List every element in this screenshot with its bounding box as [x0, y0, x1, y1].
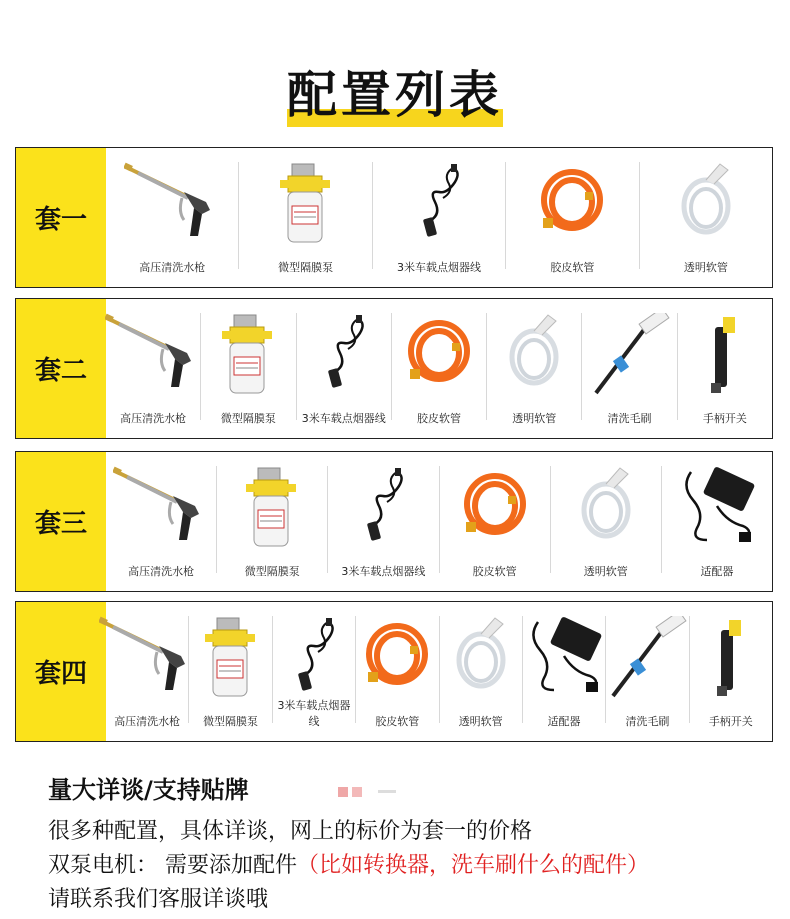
set-items [106, 148, 772, 287]
page-title: 配置列表 [287, 55, 503, 127]
item-caption: 清洗毛刷 [607, 412, 652, 425]
item-caption: 微型隔膜泵 [244, 565, 300, 578]
item-cable [296, 313, 391, 425]
item-hose-orange [391, 313, 486, 425]
set-label: 套三 [16, 452, 106, 591]
item-pump [216, 466, 327, 578]
item-hose-clear [639, 162, 772, 274]
item-caption: 高压清洗水枪 [120, 412, 187, 425]
item-hose-clear [486, 313, 581, 425]
set-2-panel [15, 298, 773, 439]
item-caption: 微型隔膜泵 [278, 261, 334, 274]
item-adapter [522, 616, 605, 728]
item-handle [677, 313, 772, 425]
set-items [106, 602, 772, 741]
item-caption: 透明软管 [512, 412, 557, 425]
item-caption: 高压清洗水枪 [139, 261, 206, 274]
item-cable [327, 466, 438, 578]
note-contact: 请联系我们客服详谈哦 [48, 887, 269, 912]
item-pump [188, 616, 271, 728]
item-caption: 胶皮软管 [550, 261, 595, 274]
item-pump [200, 313, 295, 425]
title-area [0, 55, 790, 127]
set-3-panel [15, 451, 773, 592]
set-label: 套二 [16, 299, 106, 438]
item-caption: 3米车载点烟器线 [341, 565, 426, 578]
item-adapter [661, 466, 772, 578]
item-caption: 高压清洗水枪 [114, 715, 181, 728]
item-caption: 透明软管 [583, 565, 628, 578]
note-dual-pump [48, 848, 649, 879]
item-hose-clear [439, 616, 522, 728]
item-caption: 适配器 [547, 715, 581, 728]
item-caption: 胶皮软管 [375, 715, 420, 728]
item-brush [605, 616, 688, 728]
item-gun [106, 616, 188, 728]
item-caption: 手柄开关 [708, 715, 753, 728]
set-1-panel [15, 147, 773, 288]
note-dual-pump-accessories: （比如转换器，洗车刷什么的配件） [297, 853, 650, 878]
item-pump [238, 162, 371, 274]
set-label: 套一 [16, 148, 106, 287]
set-4-panel [15, 601, 773, 742]
item-caption: 透明软管 [458, 715, 503, 728]
item-caption: 微型隔膜泵 [203, 715, 259, 728]
item-gun [106, 466, 216, 578]
item-caption: 适配器 [700, 565, 734, 578]
item-brush [581, 313, 676, 425]
note-bulk-oem: 量大详谈/支持贴牌 [48, 776, 249, 804]
item-caption: 胶皮软管 [472, 565, 517, 578]
item-hose-clear [550, 466, 661, 578]
item-caption: 微型隔膜泵 [220, 412, 276, 425]
item-gun [106, 162, 238, 274]
item-caption: 清洗毛刷 [625, 715, 670, 728]
note-configurations: 很多种配置，具体详谈，网上的标价为套一的价格 [48, 819, 533, 844]
item-caption: 3米车载点烟器线 [301, 412, 386, 425]
item-caption: 手柄开关 [702, 412, 747, 425]
item-hose-orange [355, 616, 438, 728]
item-cable [372, 162, 505, 274]
item-handle [689, 616, 772, 728]
note-dual-pump-text: 双泵电机： 需要添加配件 [48, 853, 297, 878]
item-gun [106, 313, 200, 425]
set-items [106, 452, 772, 591]
item-caption: 透明软管 [683, 261, 728, 274]
item-caption: 胶皮软管 [416, 412, 461, 425]
set-label: 套四 [16, 602, 106, 741]
set-items [106, 299, 772, 438]
faded-stamp-mark [338, 785, 398, 799]
item-hose-orange [505, 162, 638, 274]
item-cable [272, 616, 355, 728]
item-hose-orange [439, 466, 550, 578]
item-caption: 高压清洗水枪 [128, 565, 195, 578]
item-caption: 3米车载点烟器线 [277, 699, 351, 728]
item-caption: 3米车载点烟器线 [397, 261, 482, 274]
